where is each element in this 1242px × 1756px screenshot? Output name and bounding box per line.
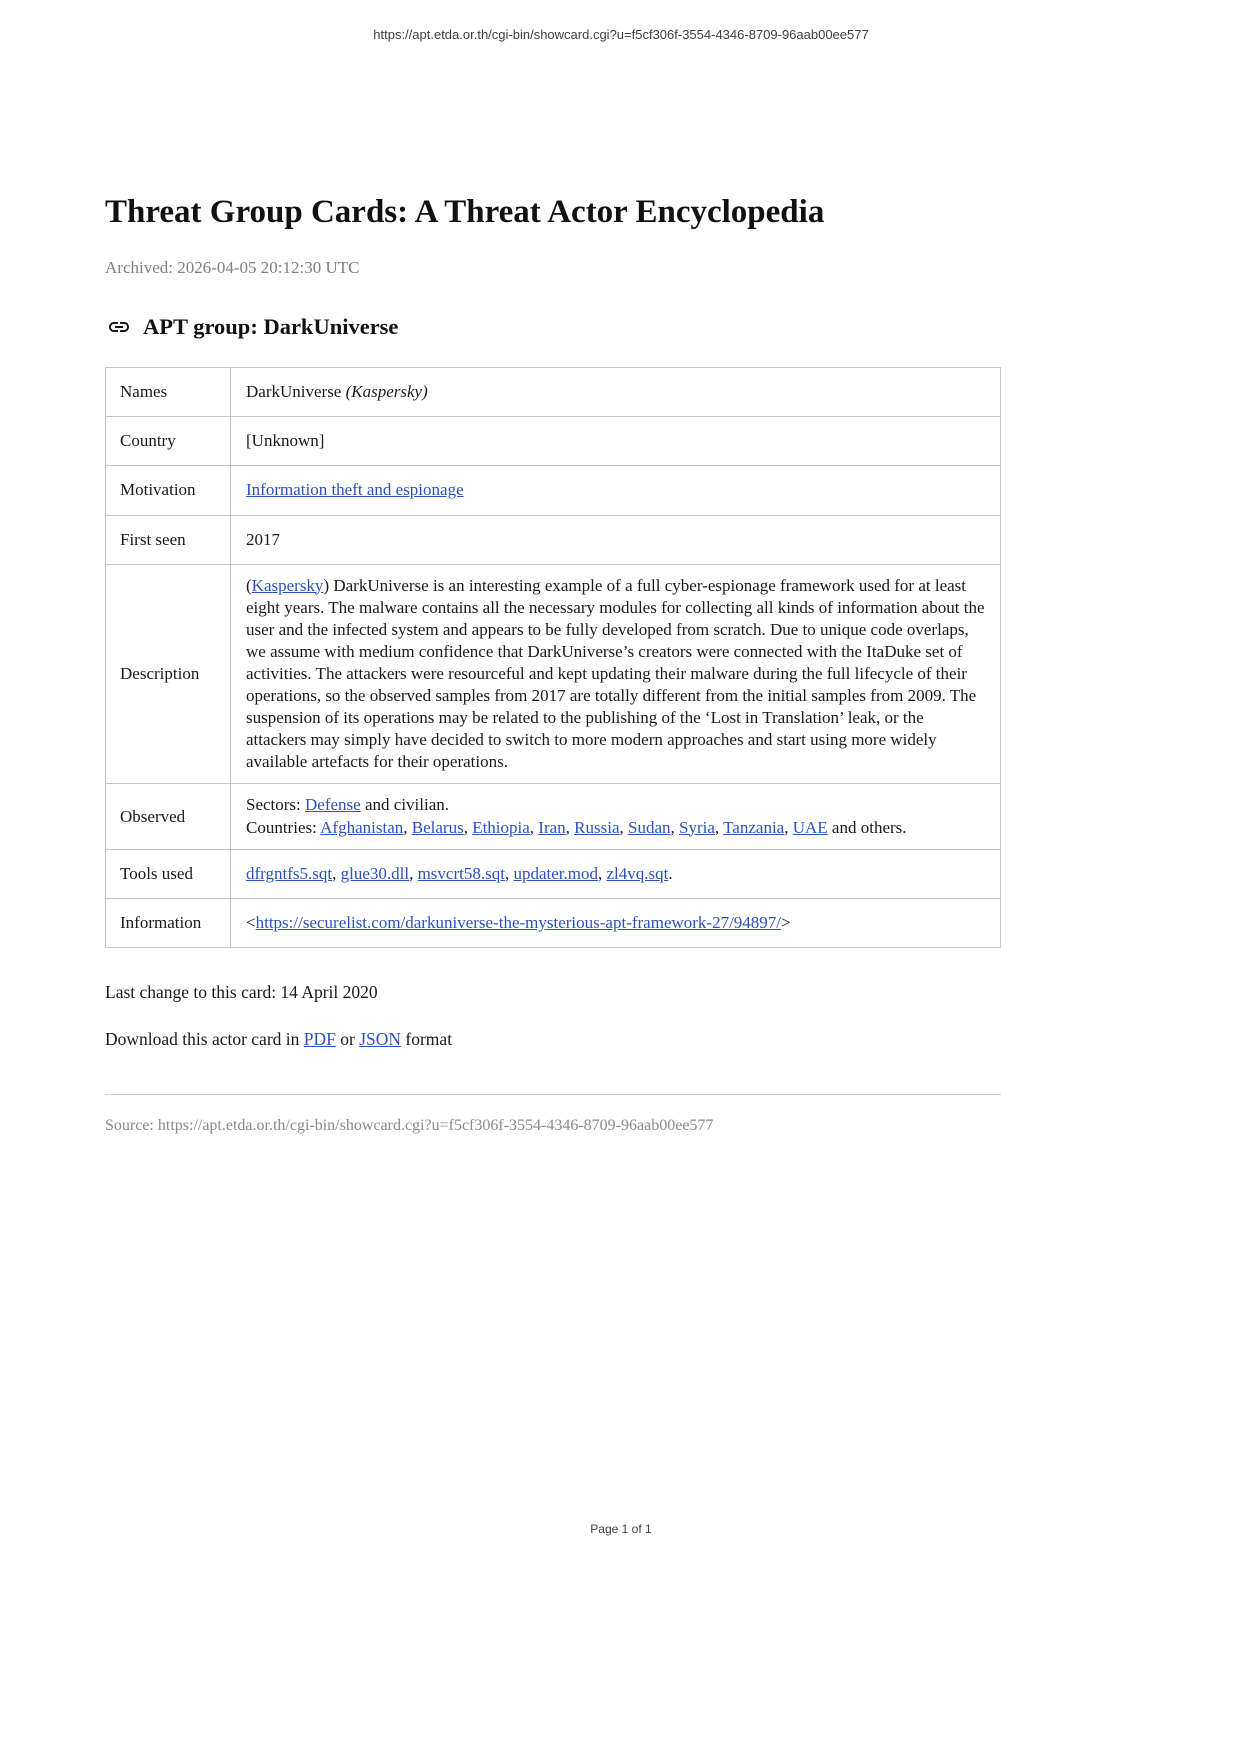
observed-value	[231, 784, 1001, 849]
information-suffix: >	[781, 912, 791, 932]
securelist-link[interactable]: https://securelist.com/darkuniverse-the-mysterious-apt-framework-27/94897/	[255, 912, 782, 932]
description-label: Description	[106, 564, 231, 784]
observed-countries-line	[246, 817, 985, 839]
observed-label: Observed	[106, 784, 231, 849]
names-value	[231, 368, 1001, 417]
description-text: ) DarkUniverse is an interesting example of a full cyber-espionage framework used for at least eight years. The malware contains all the necessary modules for collecting all kinds of information about the user and the infected system and appears to be fully developed from scratch. Due to unique code overlaps, we assume with medium confidence that DarkUniverse’s creators were connected with the ItaDuke set of activities. The attackers were resourceful and kept updating their malware during the full lifecycle of their operations, so the observed samples from 2017 are totally different from the initial samples from 2009. The suspension of its operations may be related to the publishing of the ‘Lost in Translation’ leak, or the attackers may simply have decided to switch to more modern approaches and start using more widely available artefacts for their operations.	[246, 575, 985, 772]
table-row-first-seen	[106, 515, 1001, 564]
actor-card-table	[105, 367, 1001, 948]
information-prefix: <	[246, 912, 256, 932]
tool-link[interactable]: dfrgntfs5.sqt	[246, 863, 333, 883]
sectors-prefix: Sectors:	[246, 795, 306, 815]
kaspersky-link[interactable]: Kaspersky	[251, 575, 324, 595]
country-link[interactable]: Sudan	[628, 817, 671, 837]
page-number: Page 1 of 1	[590, 1522, 652, 1536]
names-label: Names	[106, 368, 231, 417]
json-download-link[interactable]: JSON	[359, 1028, 402, 1049]
table-row-observed	[106, 784, 1001, 849]
archived-date: Archived: 2026-04-05 20:12:30 UTC	[105, 258, 360, 278]
information-label: Information	[106, 898, 231, 947]
source-line: Source: https://apt.etda.or.th/cgi-bin/showcard.cgi?u=f5cf306f-3554-4346-8709-96aab00ee577	[105, 1116, 714, 1134]
table-row-tools	[106, 849, 1001, 898]
apt-group-title: APT group: DarkUniverse	[143, 314, 399, 340]
download-middle-text: or	[335, 1028, 360, 1049]
information-value	[231, 898, 1001, 947]
names-note: (Kaspersky)	[345, 382, 428, 402]
country-link[interactable]: UAE	[792, 817, 828, 837]
last-change-line: Last change to this card: 14 April 2020	[105, 981, 378, 1002]
page-content	[105, 192, 1001, 1135]
motivation-value	[231, 466, 1001, 515]
country-link[interactable]: Russia	[574, 817, 620, 837]
table-row-motivation	[106, 466, 1001, 515]
motivation-label: Motivation	[106, 466, 231, 515]
country-link[interactable]: Ethiopia	[472, 817, 530, 837]
country-link[interactable]: Syria	[679, 817, 715, 837]
tools-label: Tools used	[106, 849, 231, 898]
apt-group-heading	[105, 314, 1001, 340]
tool-link[interactable]: msvcrt58.sqt	[417, 863, 505, 883]
sectors-suffix: and civilian.	[360, 795, 450, 815]
country-value: [Unknown]	[231, 417, 1001, 466]
defense-sector-link[interactable]: Defense	[305, 795, 361, 815]
pdf-download-link[interactable]: PDF	[303, 1028, 336, 1049]
print-header-url: https://apt.etda.or.th/cgi-bin/showcard.cgi?u=f5cf306f-3554-4346-8709-96aab00ee577	[373, 27, 869, 42]
page-title: Threat Group Cards: A Threat Actor Encyclopedia	[105, 194, 825, 230]
countries-prefix: Countries:	[246, 817, 321, 837]
tool-link[interactable]: updater.mod	[513, 863, 598, 883]
first-seen-label: First seen	[106, 515, 231, 564]
download-suffix-text: format	[401, 1028, 453, 1049]
tools-value	[231, 849, 1001, 898]
download-line	[105, 1029, 1001, 1050]
country-link[interactable]: Belarus	[411, 817, 464, 837]
table-row-description	[106, 564, 1001, 784]
table-row-names	[106, 368, 1001, 417]
country-link[interactable]: Afghanistan	[320, 817, 404, 837]
motivation-link[interactable]: Information theft and espionage	[246, 480, 464, 500]
description-value	[231, 564, 1001, 784]
country-link[interactable]: Iran	[538, 817, 566, 837]
table-row-country	[106, 417, 1001, 466]
country-link[interactable]: Tanzania	[723, 817, 785, 837]
description-prefix: (	[246, 575, 252, 595]
countries-list: Afghanistan, Belarus, Ethiopia, Iran, Russia, Sudan, Syria, Tanzania, UAE and others.	[320, 817, 907, 837]
download-prefix-text: Download this actor card in	[105, 1028, 304, 1049]
country-label: Country	[106, 417, 231, 466]
names-text: DarkUniverse	[246, 382, 346, 402]
first-seen-value: 2017	[231, 515, 1001, 564]
tools-list: dfrgntfs5.sqt, glue30.dll, msvcrt58.sqt, updater.mod, zl4vq.sqt.	[246, 863, 673, 883]
tool-link[interactable]: zl4vq.sqt	[606, 863, 669, 883]
observed-sectors-line	[246, 794, 985, 816]
footer-divider	[105, 1094, 1001, 1095]
tool-link[interactable]: glue30.dll	[340, 863, 410, 883]
link-icon	[105, 315, 133, 339]
table-row-information	[106, 898, 1001, 947]
